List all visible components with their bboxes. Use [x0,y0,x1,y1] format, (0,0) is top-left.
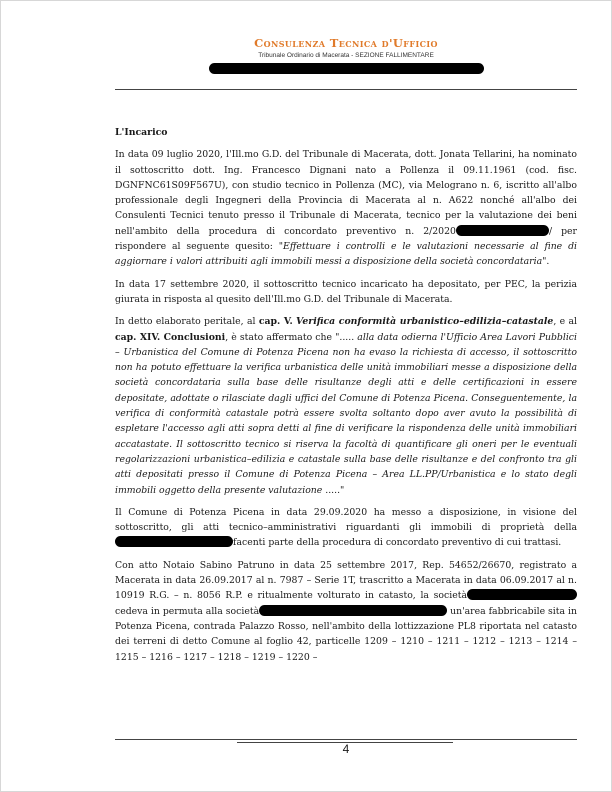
paragraph-text: In data 09 luglio 2020, l'Ill.mo G.D. del Tribunale di Macerata, dott. Jonata Tellarini, ha nominato il sottoscritto dott. Ing. Francesco Dignani nato a Pollenza il 09.11.1961 (cod. fisc. DGNFNC61S09F567U), con studio tecnico in Pollenza (MC), via Melograno n. 6, iscritto all'albo professionale degli Ingegneri della Provincia di Macerata al n. A622 nonché all'albo dei Consulenti Tecnici tenuto presso il Tribunale di Macerata, tecnico per la valutazione dei beni nell'ambito della procedura di concordato preventivo n. 2/2020 [115,149,577,237]
paragraph-atto [115,558,577,665]
redaction-bar [115,536,233,547]
chapter-title: Verifica conformità urbanistico–edilizia–catastale [296,316,554,328]
paragraph-text: / per rispondere al seguente quesito: [115,225,577,253]
conclusion-quote: "..... alla data odierna l'Ufficio Area Lavori Pubblici – Urbanistica del Comune di Potenza Picena non ha evaso la richiesta di accesso, il sottoscritto non ha potuto effettuare la verifica urbanistica delle unità immobiliari messe a disposizione della società concordataria sulla base delle risultanze degli atti e delle certificazioni in essere depositate, adottate o rilasciate dagli uffici del Comune di Potenza Picena. Conseguentemente, la verifica di conformità catastale potrà essere svolta soltanto dopo aver avuto la possibilità di espletare l'accesso agli atti sopra detti al fine di verificare la rispondenza delle unità immobiliari accatastate. Il sottoscritto tecnico si riserva la facoltà di quantificare gli oneri per le eventuali regolarizzazioni urbanistica–edilizia e catastale sulla base delle risultanze e del confronto tra gli atti depositati presso il Comune di Potenza Picena – Area LL.PP/Urbanistica e lo stato degli immobili oggetto della presente valutazione ....." [115,331,577,496]
header-title: Consulenza Tecnica d'Ufficio [254,36,438,50]
paragraph-text: Il Comune di Potenza Picena in data 29.09.2020 ha messo a disposizione, in visione del sottoscritto, gli atti tecnico–amministrativi riguardanti gli immobili di proprietà della [115,506,577,534]
paragraph-deposit: In data 17 settembre 2020, il sottoscritto tecnico incaricato ha depositato, per PEC, la perizia giurata in risposta al quesito dell'Ill.mo G.D. del Tribunale di Macerata. [115,278,577,305]
paragraph-comune [115,505,577,551]
paragraph-text: , e al [553,316,577,328]
paragraph-text: cedeva in permuta alla società [115,605,260,617]
paragraph-text: In detto elaborato peritale, al [115,316,259,328]
header-divider [115,89,577,90]
paragraph-elaborato [115,314,577,498]
paragraph-text: facenti parte della procedura di concordato preventivo di cui trattasi. [233,537,562,549]
redaction-bar [456,225,549,236]
paragraph-incarico: In data 09 luglio 2020, l'Ill.mo G.D. del Tribunale di Macerata, dott. Jonata Tellarini, ha nominato il sottoscritto dott. Ing. Francesco Dignani nato a Pollenza il 09.11.1961 (cod. fisc. DGNFNC61S09F567U), con studio tecnico in Pollenza (MC), via Melograno n. 6, iscritto all'albo professionale degli Ingegneri della Provincia di Macerata al n. A622 nonché all'albo dei Consulenti Tecnici tenuto presso il Tribunale di Macerata, tecnico per la valutazione dei beni nell'ambito della procedura di concordato preventivo n. 2/2020 / per rispondere al seguente quesito: "Effettuare i controlli e le valutazioni necessarie al fine di aggiornare i valori attribuiti agli immobili messi a disposizione della società concordataria". [115,149,577,268]
redaction-bar [209,63,484,74]
header-subtitle: Tribunale Ordinario di Macerata - SEZIONE FALLIMENTARE [258,52,434,59]
paragraph-text: un'area fabbricabile sita in Potenza Picena, contrada Palazzo Rosso, nell'ambito della lottizzazione PL8 riportata nel catasto dei terreni di detto Comune al foglio 42, particelle 1209 – 1210 – 1211 – 1212 – 1213 – 1214 – 1215 – 1216 – 1217 – 1218 – 1219 – 1220 – [115,605,577,663]
footer-divider [115,739,577,740]
redaction-bar [259,605,447,616]
chapter-ref: cap. XIV. Conclusioni [115,331,226,343]
paragraph-text: Con atto Notaio Sabino Patruno in data 25 settembre 2017, Rep. 54652/26670, registrato a Macerata in data 26.09.2017 al n. 7987 – Serie 1T, trascritto a Macerata in data 06.09.2017 al n. 10919 R.G. – n. 8056 R.P. e ritualmente volturato in catasto, la società [115,559,577,602]
chapter-ref: cap. V. [258,316,293,328]
page-header [121,37,571,74]
document-body [115,125,577,672]
redaction-bar [467,589,577,600]
page-number: 4 [342,742,350,756]
paragraph-text: , è stato affermato che [225,331,336,343]
section-heading: L'Incarico [115,127,168,138]
quesito-quote: "Effettuare i controlli e le valutazioni necessarie al fine di aggiornare i valori attribuiti agli immobili messi a disposizione della società concordataria" [115,241,577,268]
